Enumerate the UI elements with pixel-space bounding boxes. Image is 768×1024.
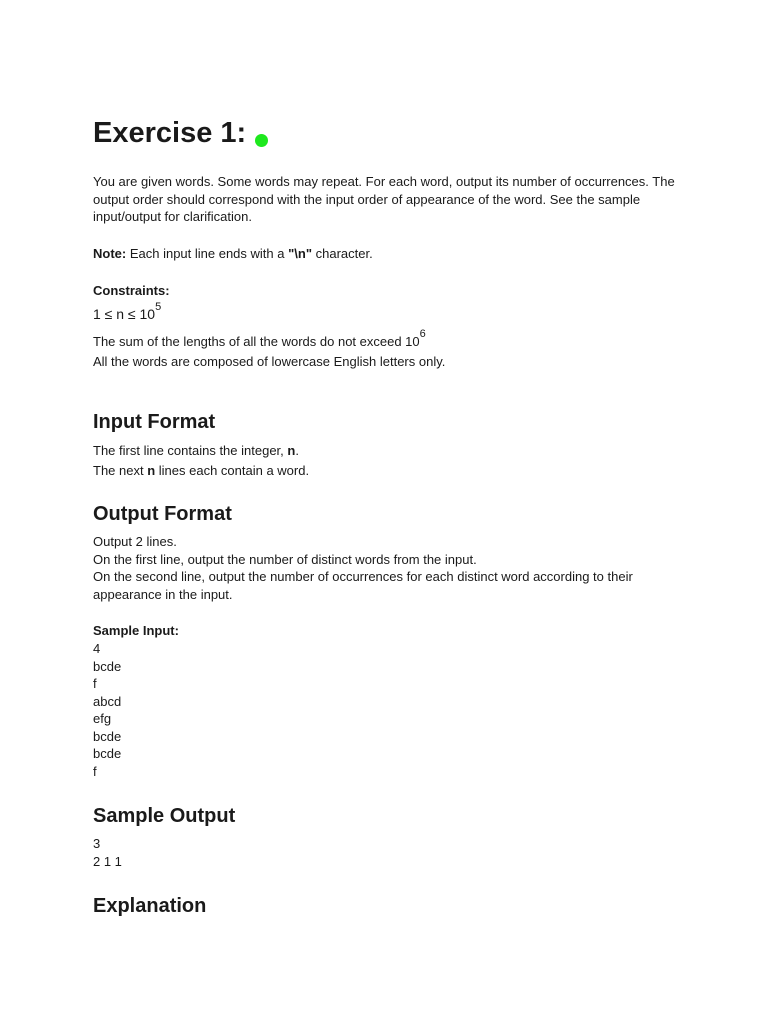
note-text-before: Each input line ends with a	[126, 246, 289, 261]
constraint-length-sum-exponent: 6	[419, 328, 426, 340]
input-format-heading: Input Format	[93, 411, 216, 433]
sample-output-block	[93, 835, 122, 870]
note-char: "\n"	[288, 246, 312, 261]
explanation-heading: Explanation	[93, 895, 207, 917]
sample-input-label: Sample Input:	[93, 623, 179, 638]
page-title-text: Exercise 1:	[93, 117, 247, 149]
sample-input-line: bcde	[93, 658, 122, 674]
status-dot-icon	[255, 134, 268, 147]
sample-input-line: f	[93, 763, 97, 779]
constraint-length-sum-base: The sum of the lengths of all the words do not exceed 10	[93, 334, 420, 349]
sample-input-line: f	[93, 676, 97, 691]
sample-input-line: bcde	[93, 728, 122, 744]
sample-input-block	[93, 640, 121, 780]
sample-input-line: 4	[93, 641, 101, 656]
constraint-n-range	[93, 303, 161, 325]
input-format-line-1-end: .	[295, 443, 299, 458]
sample-input-line: abcd	[93, 693, 122, 709]
input-format-line-2	[93, 462, 309, 480]
constraints-label: Constraints:	[93, 283, 170, 298]
input-format-line-1-var: n	[287, 443, 296, 458]
output-format-line: On the first line, output the number of distinct words from the input.	[93, 551, 477, 567]
output-format-line: Output 2 lines.	[93, 534, 177, 549]
output-format-line: On the second line, output the number of occurrences for each distinct word according to their appearance in the input.	[93, 569, 633, 602]
input-format-line-2-start: The next	[93, 463, 148, 478]
sample-output-line: 3	[93, 836, 101, 851]
page-title	[93, 114, 268, 152]
output-format-heading: Output Format	[93, 503, 232, 525]
constraint-lowercase: All the words are composed of lowercase English letters only.	[93, 354, 446, 369]
note-label: Note:	[93, 246, 127, 261]
sample-output-heading: Sample Output	[93, 805, 236, 827]
note-paragraph	[93, 245, 683, 263]
input-format-line-2-end: lines each contain a word.	[155, 463, 310, 478]
constraint-n-range-exponent: 5	[155, 301, 162, 313]
constraint-n-range-base: 1 ≤ n ≤ 10	[93, 306, 156, 322]
sample-output-line: 2 1 1	[93, 853, 122, 869]
sample-input-line: bcde	[93, 746, 122, 761]
intro-paragraph: You are given words. Some words may repeat. For each word, output its number of occurrences. The output order should correspond with the input order of appearance of the word. See the sample input/output for clarification.	[93, 174, 675, 224]
note-text-after: character.	[312, 246, 373, 261]
input-format-line-2-var: n	[147, 463, 156, 478]
sample-input-line: efg	[93, 711, 112, 726]
input-format-line-1-text: The first line contains the integer,	[93, 443, 288, 458]
constraint-length-sum	[93, 328, 426, 352]
input-format-line-1	[93, 442, 299, 460]
output-format-body	[93, 533, 683, 603]
